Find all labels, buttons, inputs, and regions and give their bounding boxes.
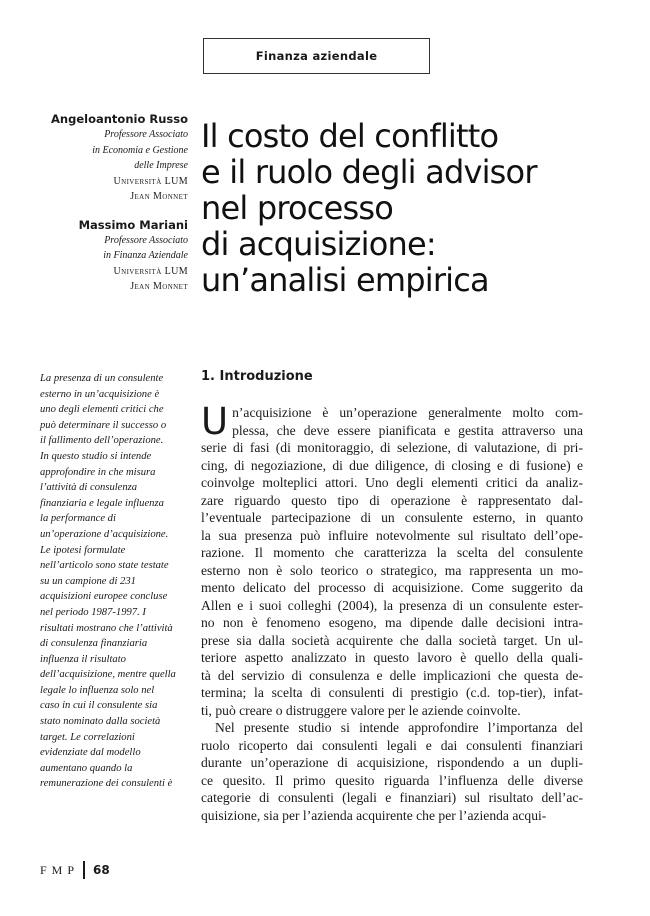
abstract-line: di consulenza finanziaria [40,638,148,650]
body-lines [201,400,583,824]
affiliation-line: delle Imprese [134,160,188,171]
section-label: Finanza aziendale [203,38,430,74]
author-name: Angeloantonio Russo [51,112,188,126]
abstract-line: caso in cui il consulente sia [40,700,158,712]
body-line: zare riguardo questo tipo di operazione è rappresentato dal- [201,492,583,508]
university-line: Jean Monnet [130,281,188,292]
abstract-line: approfondire in che misura [40,466,156,478]
abstract-line: dell’acquisizione, mentre quella [40,669,176,681]
body-line: prese sia dalla società acquirente che dalla società target. Un ul- [201,632,583,648]
abstract-line: target. Le correlazioni [40,731,135,743]
abstract [40,371,190,792]
title-line: un’analisi empirica [201,261,489,299]
abstract-line: uno degli elementi critici che [40,404,164,416]
journal-name: FMP [40,862,80,877]
body-line: mento delicato del processo di acquisizione. Come suggerito da [201,580,583,595]
university-line: Università LUM [113,265,188,277]
body-line: ruolo ricoperto dai consulenti legali e dai consulenti finanziari [201,737,583,753]
body-line: quisizione, sia per l’azienda acquirente che per l’azienda acqui- [201,807,547,823]
body-line: Allen e i suoi colleghi (2004), la presenza di un consulente ester- [201,597,583,613]
affiliation-line: in Economia e Gestione [92,144,188,156]
body-line: serie di fasi (di monitoraggio, di selezione, di valutazione, di pri- [201,440,583,455]
author-name: Massimo Mariani [78,217,188,232]
title-line: di acquisizione: [201,225,436,263]
body-line: ce quesito. Il primo quesito riguarda l’influenza delle diverse [201,772,583,788]
body-line: esterno non è solo teorico o strategico, ma rappresenta un mo- [201,562,583,578]
abstract-line: su un campione di 231 [40,575,136,587]
body-line: teriore aspetto analizzato in questo lavoro è quello della quali- [201,650,583,665]
title-line: Il costo del conflitto [201,117,499,155]
abstract-line: La presenza di un consulente [40,373,164,384]
body-line: durante un’operazione di acquisizione, rispondendo a un dupli- [201,755,583,770]
body-line: l’eventuale partecipazione di un consulente esterno, in quanto [201,510,583,525]
abstract-line: può determinare il successo o [40,419,167,431]
abstract-line: In questo studio si intende [40,450,152,462]
body-line: Nel presente studio si intende approfondire l’importanza del [215,720,583,735]
footer-separator [83,861,85,879]
author-2 [40,217,188,295]
abstract-line: influenza il risultato [40,653,126,665]
abstract-line: remunerazione dei consulenti è [40,778,173,790]
abstract-line: aumentano quando la [40,762,133,774]
abstract-line: risultati mostrano che l’attività [40,622,173,634]
abstract-line: stato nominato dalla società [40,716,161,728]
body-line: coinvolge molteplici attori. Uno degli elementi critici da analiz- [201,475,583,490]
section-heading: 1. Introduzione [201,369,313,384]
abstract-line: evidenziate dal modello [40,747,141,759]
body-line: la sua presenza può influire notevolmente sul risultato dell’ope- [201,527,583,543]
abstract-line: il fallimento dell’operazione. [40,435,164,447]
body-line: no non è fenomeno esogeno, ma dipende dalle decisioni intra- [201,615,583,630]
drop-cap: U [201,400,229,443]
body-line: categorie di consulenti (legali e finanziari) sul risultato dell’ac- [201,790,583,805]
title-line: e il ruolo degli advisor [201,153,537,191]
body-line: tà del servizio di consulenza e delle implicazioni che questa de- [201,667,583,683]
abstract-line: la performance di [40,513,116,525]
page-footer [40,861,110,879]
body-line: termina; la scelta di consulenti di prestigio (c.d. top-tier), infat- [201,685,583,700]
university-line: Università LUM [113,175,188,187]
article-title [201,118,621,298]
body-line: razione. Il momento che caratterizza la scelta del consulente [201,545,583,560]
abstract-line: nel periodo 1987-1997. I [40,606,146,618]
author-block [40,111,188,295]
body-text [201,400,583,824]
abstract-line: acquisizioni europee concluse [40,591,168,603]
abstract-line: l’attività di consulenza [40,482,138,494]
author-affiliation [40,127,188,205]
author-1 [40,111,188,205]
body-line: ti, può creare o distruggere valore per le aziende coinvolte. [201,702,521,718]
university-line: Jean Monnet [130,191,188,202]
abstract-line: Le ipotesi formulate [40,544,126,556]
body-line: plessa, che deve essere pianificata e gestita attraverso una [232,422,583,438]
affiliation-line: Professore Associato [104,129,188,140]
author-affiliation [40,233,188,295]
body-line: n’acquisizione è un’operazione generalmente molto com- [232,405,583,420]
page-number: 68 [93,863,110,877]
body-line: cing, di negoziazione, di due diligence, di closing e di fusione) e [201,457,583,473]
abstract-line: finanziaria e legale influenza [40,497,164,509]
abstract-line: nell’articolo sono state testate [40,560,169,572]
affiliation-line: Professore Associato [104,234,188,246]
abstract-line: legale lo influenza solo nel [40,684,155,696]
abstract-line: un’operazione d’acquisizione. [40,528,169,540]
affiliation-line: in Finanza Aziendale [103,250,188,261]
title-line: nel processo [201,189,393,227]
abstract-line: esterno in un’acquisizione è [40,388,160,400]
